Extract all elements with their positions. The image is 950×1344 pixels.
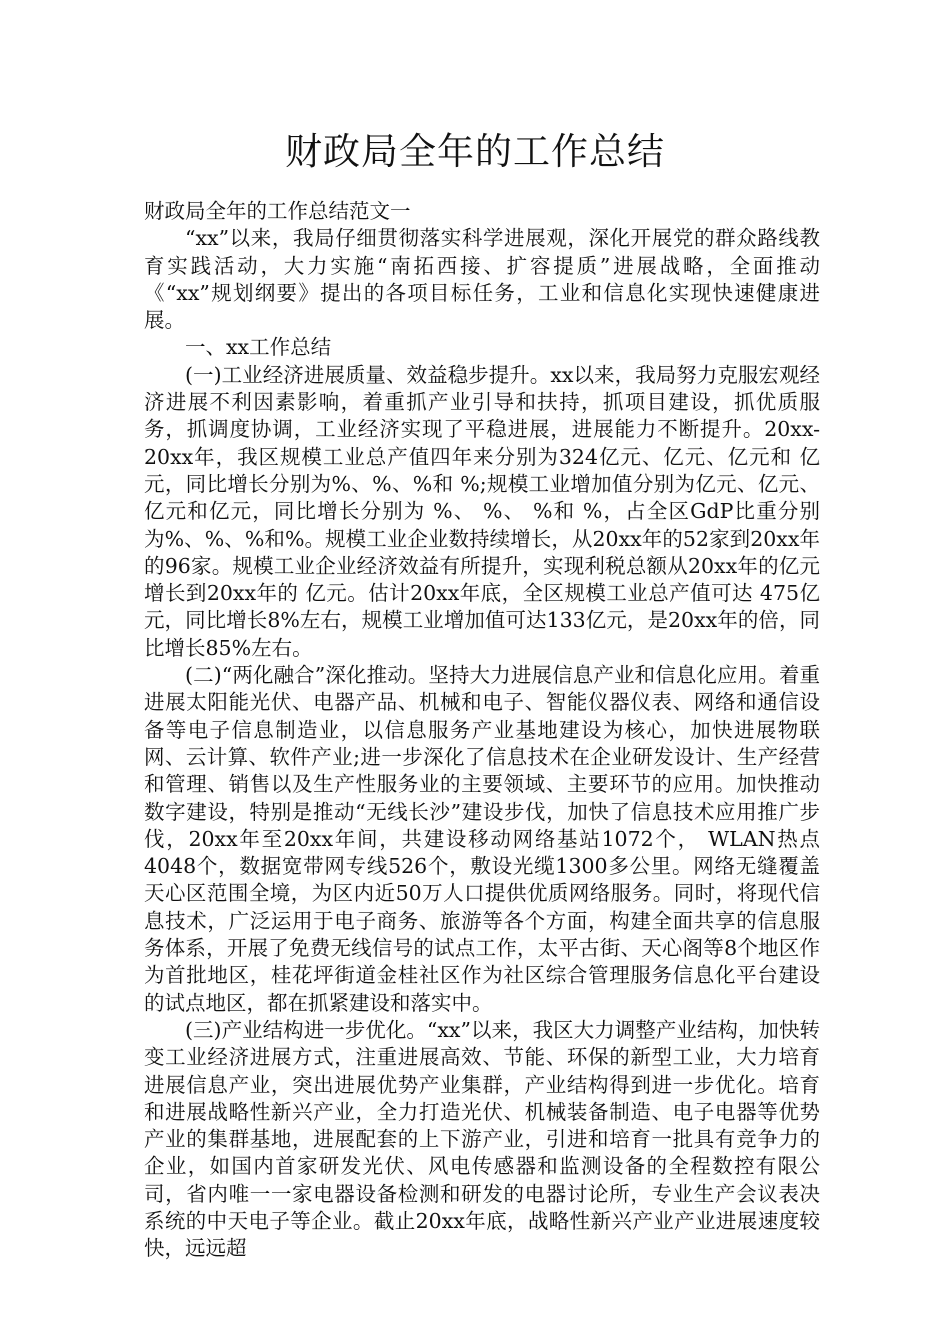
paragraph-industrial-economy: (一)工业经济进展质量、效益稳步提升。xx以来，我局努力克服宏观经济进展不利因素影响，着重抓产业引导和扶持，抓项目建设，抓优质服务，抓调度协调，工业经济实现了平稳进展，进展能力不断提升。20xx-20xx年，我区规模工业总产值四年来分别为324亿元、亿元、亿元和 亿元，同比增长分别为%、%、%和 %;规模工业增加值分别为亿元、亿元、亿元和亿元，同比增长分别为 %、 %、 %和 %，占全区GdP比重分别为%、%、%和%。规模工业企业数持续增长，从20xx年的52家到20xx年的96家。规模工业企业经济效益有所提升，实现利税总额从20xx年的亿元增长到20xx年的 亿元。估计20xx年底，全区规模工业总产值可达 475亿元，同比增长8%左右，规模工业增加值可达133亿元，是20xx年的倍，同比增长85%左右。 (144, 362, 820, 660)
paragraph-two-integration: (二)“两化融合”深化推动。坚持大力进展信息产业和信息化应用。着重进展太阳能光伏、电器产品、机械和电子、智能仪器仪表、网络和通信设备等电子信息制造业，以信息服务产业基地建设为核心，加快进展物联网、云计算、软件产业;进一步深化了信息技术在企业研发设计、生产经营和管理、销售以及生产性服务业的主要领域、主要环节的应用。加快推动数字建设，特别是推动“无线长沙”建设步伐，加快了信息技术应用推广步伐，20xx年至20xx年间，共建设移动网络基站1072个， WLAN热点4048个，数据宽带网专线526个，敷设光缆1300多公里。网络无缝覆盖天心区范围全境，为区内近50万人口提供优质网络服务。同时，将现代信息技术，广泛运用于电子商务、旅游等各个方面，构建全面共享的信息服务体系，开展了免费无线信号的试点工作，太平古街、天心阁等8个地区作为首批地区，桂花坪街道金桂社区作为社区综合管理服务信息化平台建设的试点地区，都在抓紧建设和落实中。 (144, 663, 820, 1015)
document-body (144, 198, 820, 1263)
paragraph-industrial-structure: (三)产业结构进一步优化。“xx”以来，我区大力调整产业结构，加快转变工业经济进展方式，注重进展高效、节能、环保的新型工业，大力培育进展信息产业，突出进展优势产业集群，产业结构得到进一步优化。培育和进展战略性新兴产业，全力打造光伏、机械装备制造、电子电器等优势产业的集群基地，进展配套的上下游产业，引进和培育一批具有竞争力的企业，如国内首家研发光伏、风电传感器和监测设备的全程数控有限公司，省内唯一一家电器设备检测和研发的电器讨论所，专业生产会议表决系统的中天电子等企业。截止20xx年底，战略性新兴产业产业进展速度较快，远远超 (144, 1017, 820, 1261)
section-heading: 一、xx工作总结 (185, 335, 332, 360)
document-subtitle: 财政局全年的工作总结范文一 (144, 199, 411, 223)
paragraph-intro: “xx”以来，我局仔细贯彻落实科学进展观，深化开展党的群众路线教育实践活动，大力实施“南拓西接、扩容提质”进展战略，全面推动《“xx”规划纲要》提出的各项目标任务，工业和信息化实现快速健康进展。 (144, 226, 820, 333)
document-title: 财政局全年的工作总结 (285, 130, 665, 173)
